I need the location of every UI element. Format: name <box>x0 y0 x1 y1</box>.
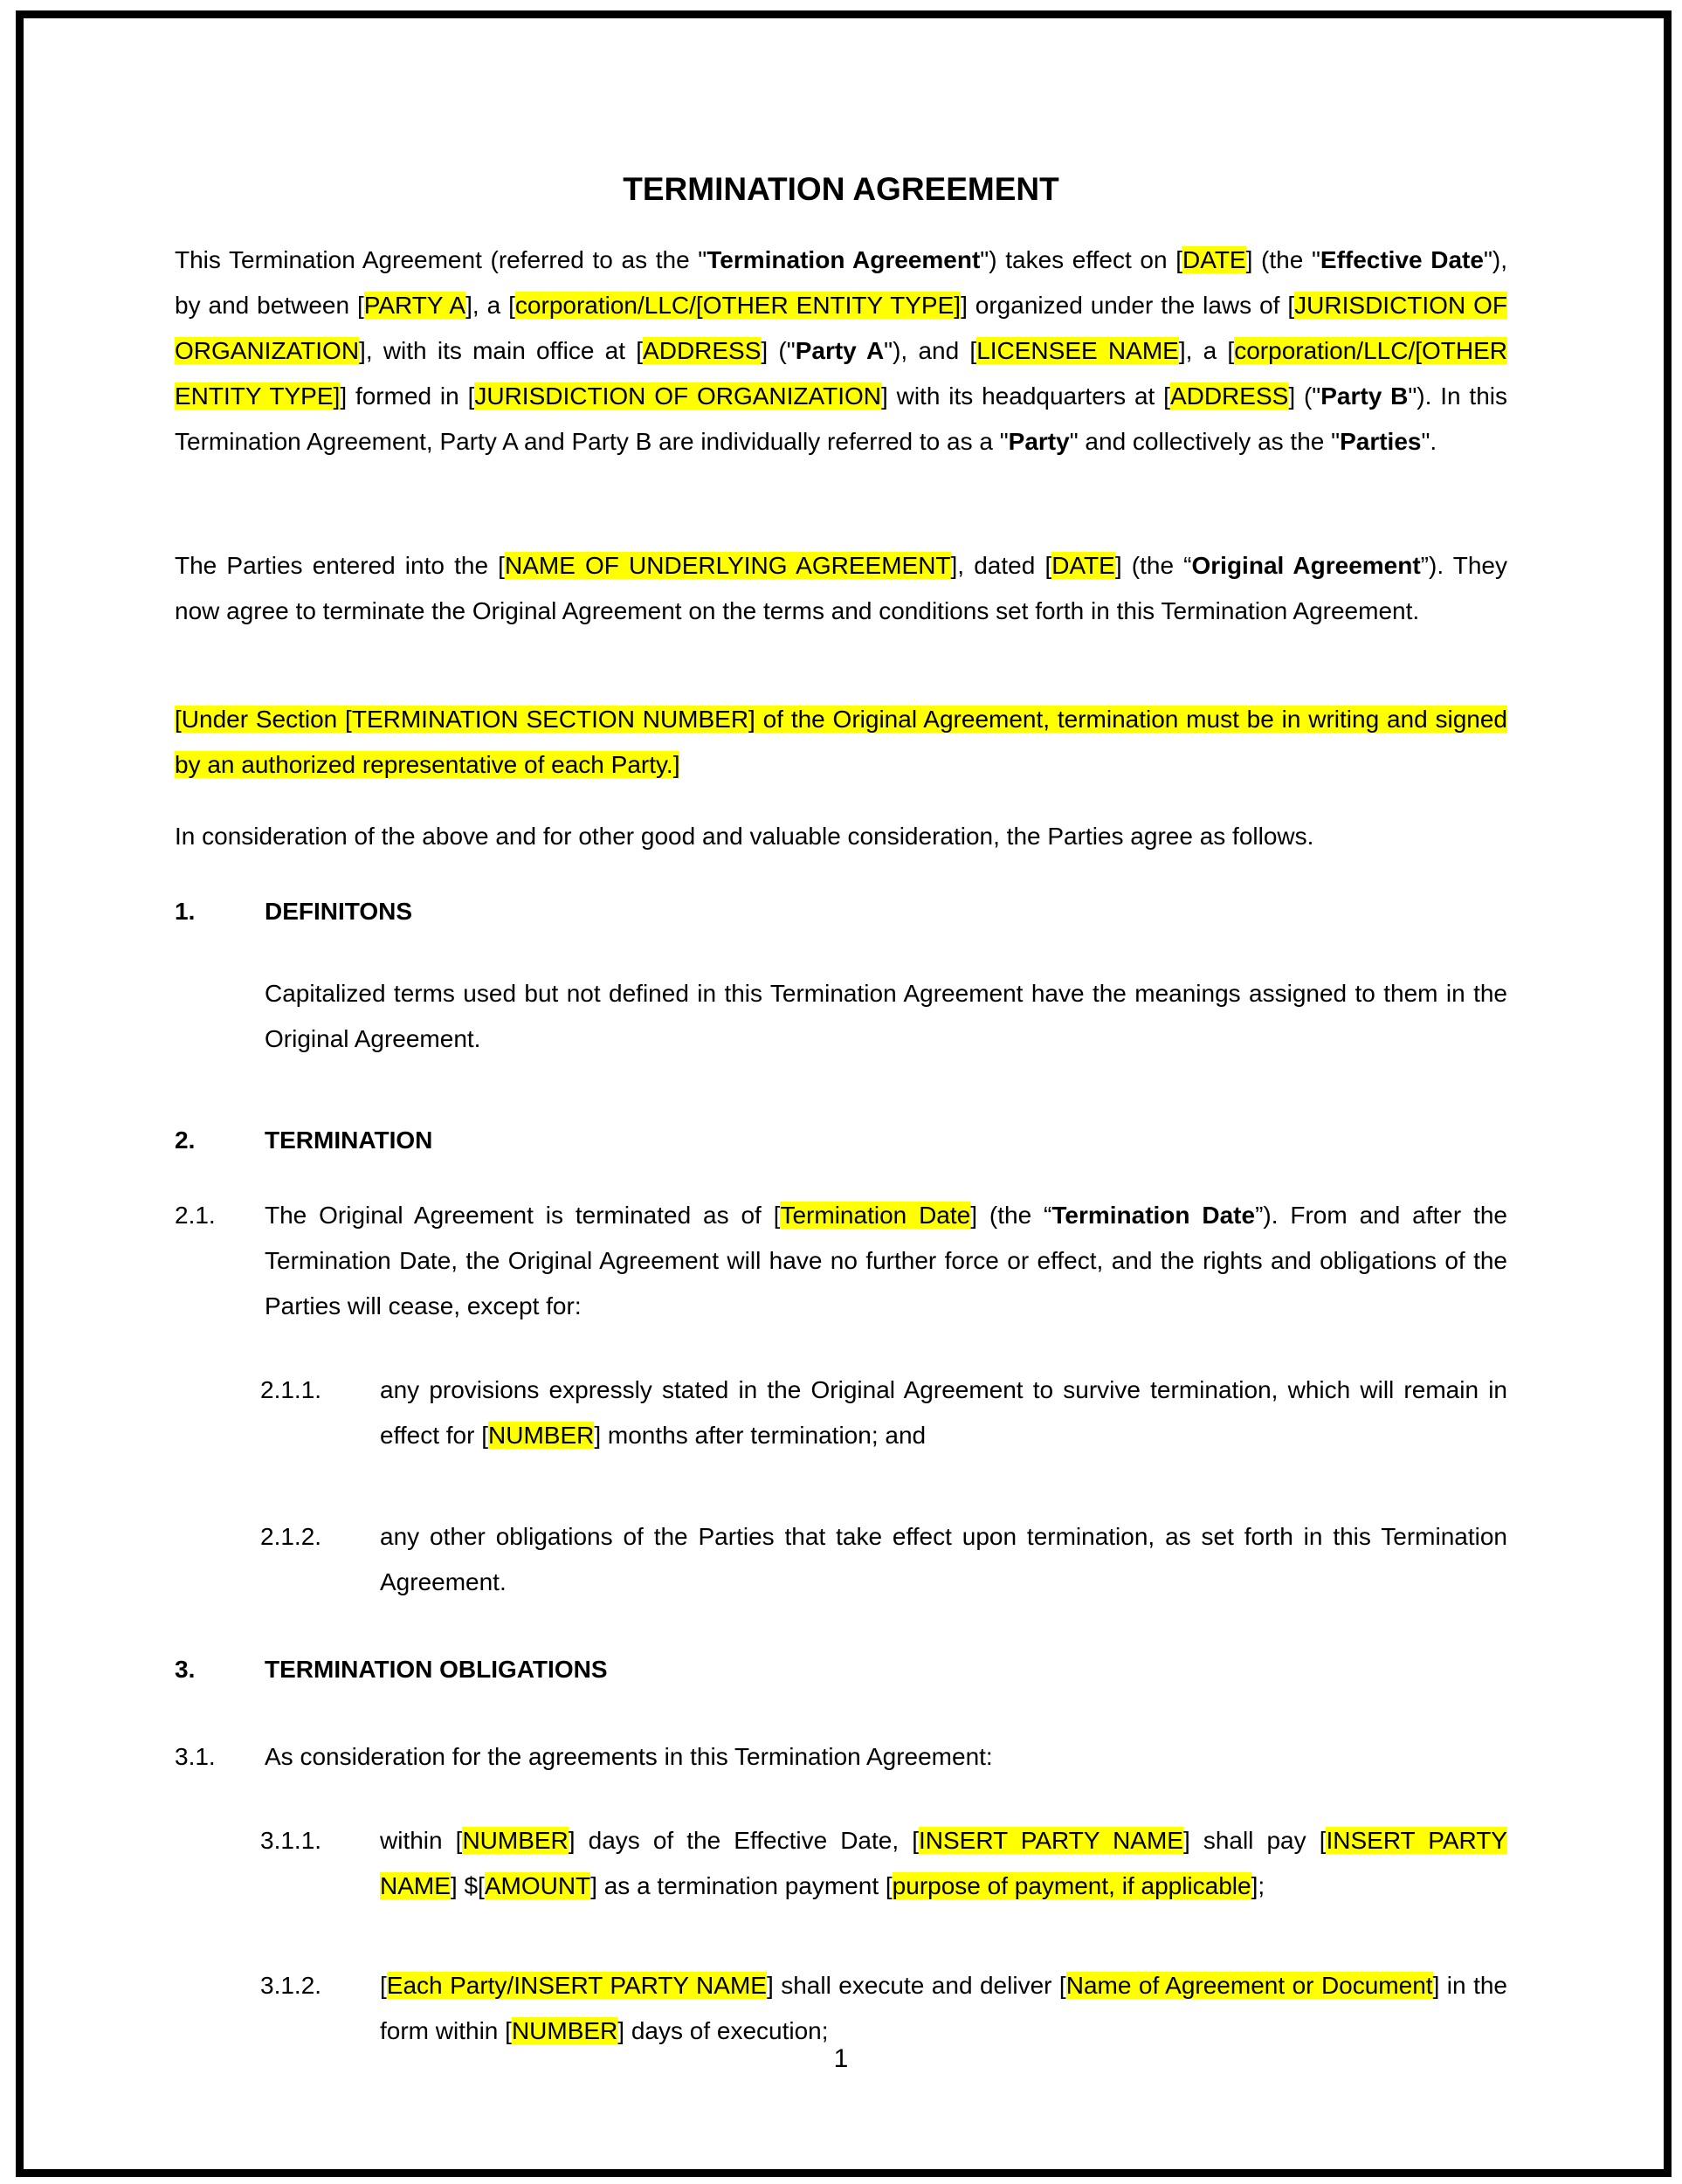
clause-2-1 <box>175 1193 1507 1329</box>
placeholder-highlight: DATE <box>1182 246 1246 273</box>
text-run: ”). They now agree to terminate the Original Agreement on the terms and conditions set forth in this Termination Agreement. <box>175 552 1507 624</box>
text-run: This Termination Agreement (referred to as the " <box>175 246 707 273</box>
text-run: ], with its main office at [ <box>359 337 644 364</box>
text-run: Original Agreement <box>1191 552 1421 579</box>
text-run: "), and [ <box>884 337 977 364</box>
text-run: Party B <box>1320 382 1409 410</box>
text-run: ], a [ <box>465 292 515 319</box>
clause-body <box>380 1514 1507 1605</box>
section-number: 1. <box>175 898 196 925</box>
text-run: ". <box>1421 428 1437 455</box>
text-run: ] formed in [ <box>340 382 475 410</box>
placeholder-highlight: NAME OF UNDERLYING AGREEMENT <box>504 552 951 579</box>
placeholder-highlight: JURISDICTION OF ORGANIZATION <box>474 382 881 410</box>
placeholder-highlight: [Under Section [TERMINATION SECTION NUMBER] of the Original Agreement, termination must be in writing and signed by an authorized representative of each Party.] <box>175 706 1507 778</box>
consideration-paragraph <box>175 814 1507 859</box>
text-run: [ <box>380 1972 387 1999</box>
placeholder-highlight: AMOUNT <box>484 1872 591 1899</box>
section-heading-label: TERMINATION <box>265 1126 433 1154</box>
placeholder-highlight: ADDRESS <box>1169 382 1289 410</box>
clause-3-1-1 <box>175 1818 1507 1909</box>
text-run: ] with its headquarters at [ <box>880 382 1170 410</box>
text-run: ] (the “ <box>970 1202 1052 1229</box>
clause-2-1-1 <box>175 1368 1507 1458</box>
text-run: ] (" <box>761 337 796 364</box>
section-heading-label: TERMINATION OBLIGATIONS <box>265 1656 608 1683</box>
page-number: 1 <box>833 2044 849 2073</box>
clause-body <box>380 1368 1507 1458</box>
section-heading-termination <box>175 1118 1507 1163</box>
text-run: ], a [ <box>1178 337 1235 364</box>
placeholder-highlight: DATE <box>1051 552 1115 579</box>
text-run: ] (the “ <box>1114 552 1192 579</box>
text-run: As consideration for the agreements in this Termination Agreement: <box>265 1743 993 1770</box>
placeholder-highlight: INSERT PARTY NAME <box>919 1827 1183 1854</box>
text-run: any other obligations of the Parties that take effect upon termination, as set forth in this Termination Agreement. <box>380 1523 1507 1595</box>
text-run: ], dated [ <box>950 552 1052 579</box>
definitions-body <box>175 971 1507 1062</box>
text-run: ]; <box>1251 1872 1265 1899</box>
text-run: Capitalized terms used but not defined in this Termination Agreement have the meanings assigned to them in the Original Agreement. <box>265 980 1507 1052</box>
text-run: ] shall pay [ <box>1182 1827 1327 1854</box>
clause-body <box>265 1734 1507 1780</box>
section-number: 3. <box>175 1656 196 1683</box>
section-number: 2. <box>175 1126 196 1154</box>
placeholder-highlight: INSERT PARTY NAME <box>380 1827 1507 1899</box>
intro-paragraph <box>175 238 1507 465</box>
clause-number: 2.1.2. <box>260 1523 322 1550</box>
placeholder-highlight: corporation/LLC/[OTHER ENTITY TYPE] <box>175 337 1508 410</box>
clause-number: 3.1. <box>175 1743 216 1770</box>
clause-body <box>380 1963 1507 2054</box>
text-run: The Original Agreement is terminated as of [ <box>265 1202 781 1229</box>
text-run: ] organized under the laws of [ <box>961 292 1295 319</box>
placeholder-highlight: NUMBER <box>488 1422 595 1449</box>
text-run: ] (" <box>1288 382 1321 410</box>
placeholder-highlight: purpose of payment, if applicable <box>892 1872 1251 1899</box>
text-run: ] months after termination; and <box>594 1422 927 1449</box>
text-run: within [ <box>380 1827 463 1854</box>
text-run: ") takes effect on [ <box>980 246 1182 273</box>
text-run: ] days of execution; <box>617 2017 829 2044</box>
text-run: The Parties entered into the [ <box>175 552 505 579</box>
text-run: ] as a termination payment [ <box>590 1872 893 1899</box>
placeholder-highlight: ADDRESS <box>643 337 762 364</box>
text-run: Parties <box>1340 428 1422 455</box>
placeholder-highlight: NUMBER <box>511 2017 618 2044</box>
section-heading-label: DEFINITONS <box>265 898 413 925</box>
text-run: "), by and between [ <box>175 246 1507 319</box>
text-run: Termination Agreement <box>707 246 981 273</box>
text-run: In consideration of the above and for other good and valuable consideration, the Parties agree as follows. <box>175 823 1314 850</box>
text-run: ] shall execute and deliver [ <box>766 1972 1066 1999</box>
text-run: any provisions expressly stated in the Original Agreement to survive termination, which will remain in effect for [ <box>380 1376 1507 1449</box>
text-run: ] $[ <box>450 1872 485 1899</box>
placeholder-highlight: corporation/LLC/[OTHER ENTITY TYPE] <box>514 292 962 319</box>
clause-2-1-2 <box>175 1514 1507 1605</box>
text-run: Effective Date <box>1320 246 1484 273</box>
clause-number: 3.1.1. <box>260 1827 322 1854</box>
clause-number: 2.1.1. <box>260 1376 322 1403</box>
text-run: "). In this Termination Agreement, Party A and Party B are individually referred to as a " <box>175 382 1508 455</box>
clause-body <box>265 971 1507 1062</box>
clause-body <box>265 1193 1507 1329</box>
placeholder-highlight: NUMBER <box>462 1827 569 1854</box>
placeholder-highlight: Each Party/INSERT PARTY NAME <box>386 1972 767 1999</box>
section-heading-termination-obligations <box>175 1647 1507 1692</box>
placeholder-highlight: Name of Agreement or Document <box>1065 1972 1433 1999</box>
termination-notice-highlighted-paragraph <box>175 697 1507 788</box>
text-run: ] days of the Effective Date, [ <box>568 1827 919 1854</box>
document-title: TERMINATION AGREEMENT <box>623 171 1059 207</box>
clause-3-1-2 <box>175 1963 1507 2054</box>
placeholder-highlight: LICENSEE NAME <box>976 337 1179 364</box>
text-run: Termination Date <box>1051 1202 1256 1229</box>
original-agreement-paragraph <box>175 543 1507 634</box>
clause-number: 3.1.2. <box>260 1972 322 1999</box>
text-run: Party <box>1008 428 1070 455</box>
clause-body <box>380 1818 1507 1909</box>
clause-3-1 <box>175 1734 1507 1780</box>
placeholder-highlight: Termination Date <box>780 1202 971 1229</box>
text-run: " and collectively as the " <box>1069 428 1341 455</box>
placeholder-highlight: PARTY A <box>363 292 466 319</box>
placeholder-highlight: JURISDICTION OF ORGANIZATION <box>175 292 1507 364</box>
clause-number: 2.1. <box>175 1202 216 1229</box>
text-run: ] (the " <box>1245 246 1320 273</box>
text-run: ”). From and after the Termination Date, the Original Agreement will have no further force or effect, and the rights and obligations of the Parties will cease, except for: <box>265 1202 1507 1319</box>
text-run: ] in the form within [ <box>380 1972 1507 2044</box>
section-heading-definitions <box>175 889 1507 934</box>
text-run: Party A <box>795 337 885 364</box>
